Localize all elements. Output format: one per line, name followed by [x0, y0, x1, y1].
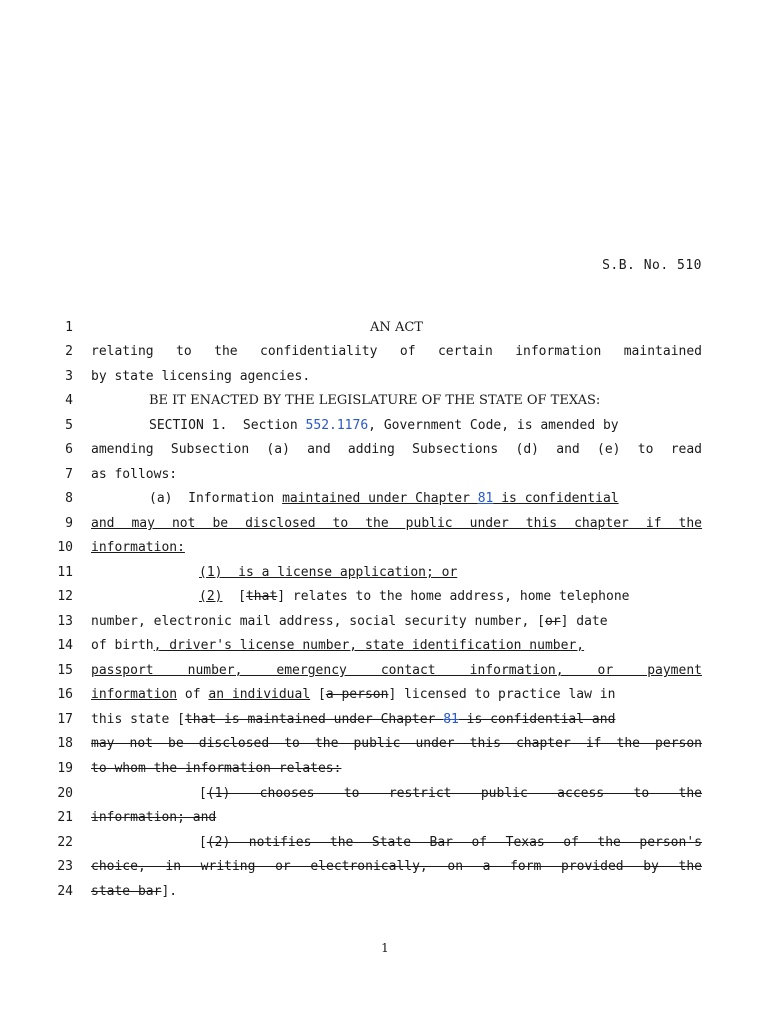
deleted-text: information; and [91, 810, 217, 825]
enacting-clause: BE IT ENACTED BY THE LEGISLATURE OF THE STATE OF TEXAS: [149, 393, 601, 408]
inserted-text: (2) [199, 589, 223, 604]
deleted-text: (1) chooses to restrict public access to the [206, 786, 702, 801]
section-text: , Government Code, is amended by [368, 418, 619, 433]
text: ]. [161, 884, 178, 899]
statute-link[interactable]: 552.1176 [305, 418, 369, 433]
line-number: 16 [57, 687, 73, 702]
line-number: 9 [65, 516, 73, 531]
inserted-text: information [91, 687, 178, 702]
deleted-text: a person [325, 687, 389, 702]
inserted-text: maintained under Chapter [282, 491, 478, 506]
text: [ [199, 786, 207, 801]
deleted-text: to whom the information relates: [91, 761, 342, 776]
text: ] licensed to practice law in [388, 687, 616, 702]
deleted-item-1 [199, 786, 702, 802]
page-number: 1 [381, 941, 389, 955]
deleted-text: (2) notifies the State Bar of Texas of the person's [206, 835, 702, 850]
line-number: 12 [57, 589, 73, 604]
deleted-text: state bar [91, 884, 162, 899]
inserted-text: (1) is a license application; or [199, 565, 458, 580]
text: this state [ [91, 712, 185, 727]
inserted-line: passport number, emergency contact information, or payment [91, 663, 702, 678]
subsection-a [149, 491, 702, 507]
caption-line: relating to the confidentiality of certain information maintained [91, 344, 702, 359]
deleted-line [91, 761, 702, 777]
deleted-line [91, 810, 702, 826]
text: ] relates to the home address, home telephone [277, 589, 630, 604]
inserted-text: , driver's license number, state identification number, [153, 638, 585, 653]
text: [ [222, 589, 246, 604]
line-number: 23 [57, 859, 73, 874]
deleted-line: choice, in writing or electronically, on a form provided by the [91, 859, 702, 874]
deleted-text: that [245, 589, 278, 604]
line-number: 18 [57, 736, 73, 751]
item-1 [199, 565, 457, 581]
body-line [91, 687, 702, 703]
bill-number: S.B. No. 510 [602, 258, 702, 273]
deleted-line: may not be disclosed to the public under this chapter if the person [91, 736, 702, 751]
inserted-text: information: [91, 540, 185, 555]
item-2 [199, 589, 702, 605]
body-line [91, 614, 702, 630]
section-line: amending Subsection (a) and adding Subsections (d) and (e) to read [91, 442, 702, 457]
line-number: 7 [65, 467, 73, 482]
inserted-line [91, 540, 702, 556]
line-number: 14 [57, 638, 73, 653]
chapter-link[interactable]: 81 [443, 712, 459, 727]
text: number, electronic mail address, social security number, [ [91, 614, 545, 629]
line-number: 11 [57, 565, 73, 580]
line-number: 19 [57, 761, 73, 776]
line-number: 2 [65, 344, 73, 359]
deleted-text: or [544, 614, 561, 629]
deleted-text: that is maintained under Chapter [184, 712, 444, 727]
line-number: 10 [57, 540, 73, 555]
line-number: 1 [65, 320, 73, 335]
line-number: 13 [57, 614, 73, 629]
line-number: 8 [65, 491, 73, 506]
text: of [177, 687, 209, 702]
line-number: 21 [57, 810, 73, 825]
line-number: 6 [65, 442, 73, 457]
text: ] date [560, 614, 608, 629]
line-number: 20 [57, 786, 73, 801]
line-number: 17 [57, 712, 73, 727]
body-line [91, 638, 702, 654]
inserted-text: is confidential [493, 491, 619, 506]
chapter-link[interactable]: 81 [477, 491, 494, 506]
deleted-item-2 [199, 835, 702, 851]
body-line [91, 712, 702, 728]
line-number: 15 [57, 663, 73, 678]
line-number: 3 [65, 369, 73, 384]
act-title: AN ACT [370, 320, 423, 335]
inserted-text: an individual [208, 687, 311, 702]
text: [ [310, 687, 326, 702]
section-text: SECTION 1. Section [149, 418, 306, 433]
line-number: 5 [65, 418, 73, 433]
body-line [91, 884, 702, 900]
line-number: 24 [57, 884, 73, 899]
text: (a) Information [149, 491, 283, 506]
text: [ [199, 835, 207, 850]
deleted-text: is confidential and [458, 712, 616, 727]
line-number: 4 [65, 393, 73, 408]
section-line: as follows: [91, 467, 178, 482]
inserted-line: and may not be disclosed to the public under this chapter if the [91, 516, 702, 531]
caption-line: by state licensing agencies. [91, 369, 311, 384]
section-1-heading [149, 418, 702, 434]
line-number: 22 [57, 835, 73, 850]
text: of birth [91, 638, 154, 653]
